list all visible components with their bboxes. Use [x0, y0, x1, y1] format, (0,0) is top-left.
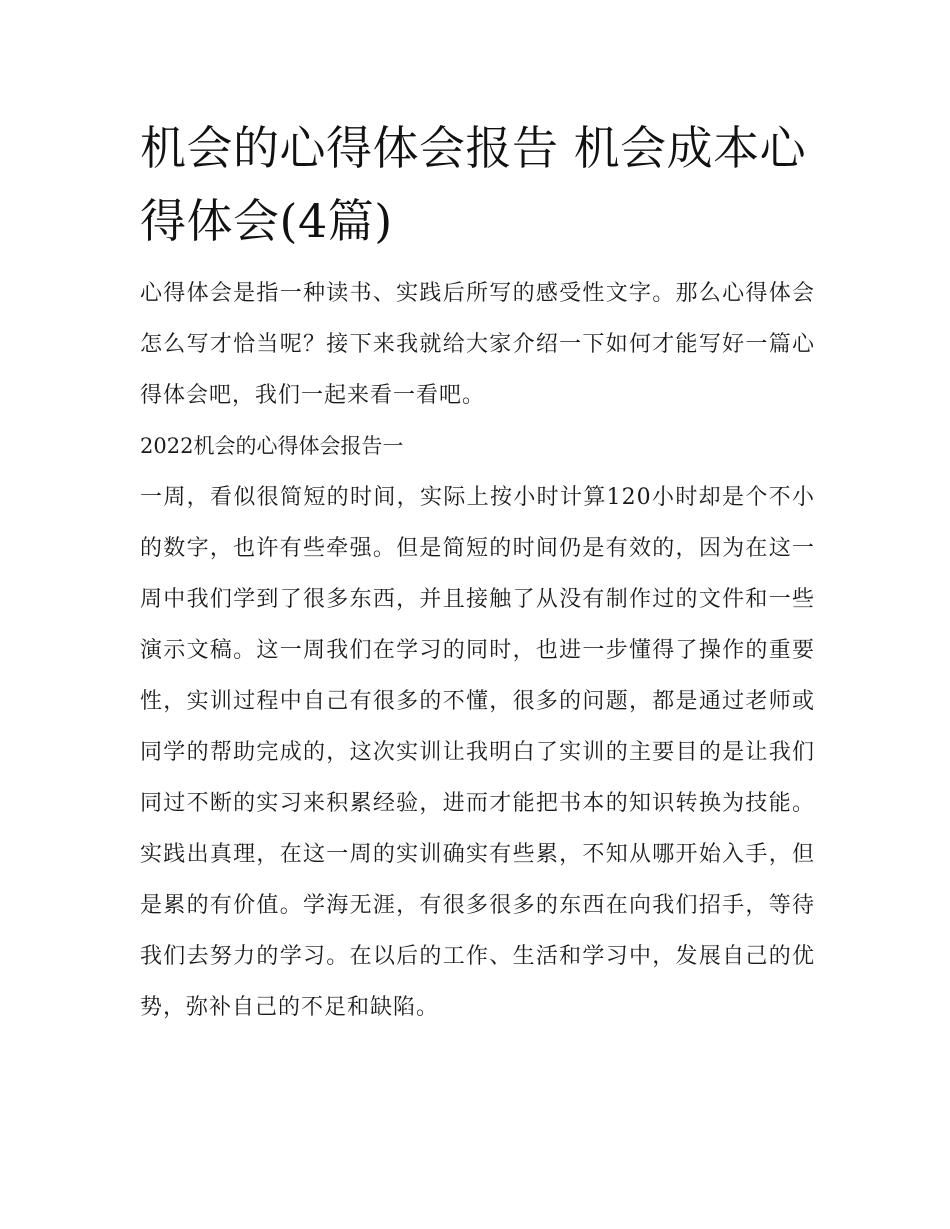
intro-paragraph: 心得体会是指一种读书、实践后所写的感受性文字。那么心得体会怎么写才恰当呢？接下来我就给大家介绍一下如何才能写好一篇心得体会吧，我们一起来看一看吧。 [140, 281, 815, 408]
section-heading: 2022机会的心得体会报告一 [140, 434, 404, 458]
document-content [140, 112, 815, 1033]
body-paragraph: 一周，看似很简短的时间，实际上按小时计算120小时却是个不小的数字，也许有些牵强。但是简短的时间仍是有效的，因为在这一周中我们学到了很多东西，并且接触了从没有制作过的文件和一些演示文稿。这一周我们在学习的同时，也进一步懂得了操作的重要性，实训过程中自己有很多的不懂，很多的问题，都是通过老师或同学的帮助完成的，这次实训让我明白了实训的主要目的是让我们同过不断的实习来积累经验，进而才能把书本的知识转换为技能。实践出真理，在这一周的实训确实有些累，不知从哪开始入手，但是累的有价值。学海无涯，有很多很多的东西在向我们招手，等待我们去努力的学习。在以后的工作、生活和学习中，发展自己的优势，弥补自己的不足和缺陷。 [140, 485, 815, 1020]
document-title: 机会的心得体会报告 机会成本心得体会(4篇) [140, 121, 807, 248]
